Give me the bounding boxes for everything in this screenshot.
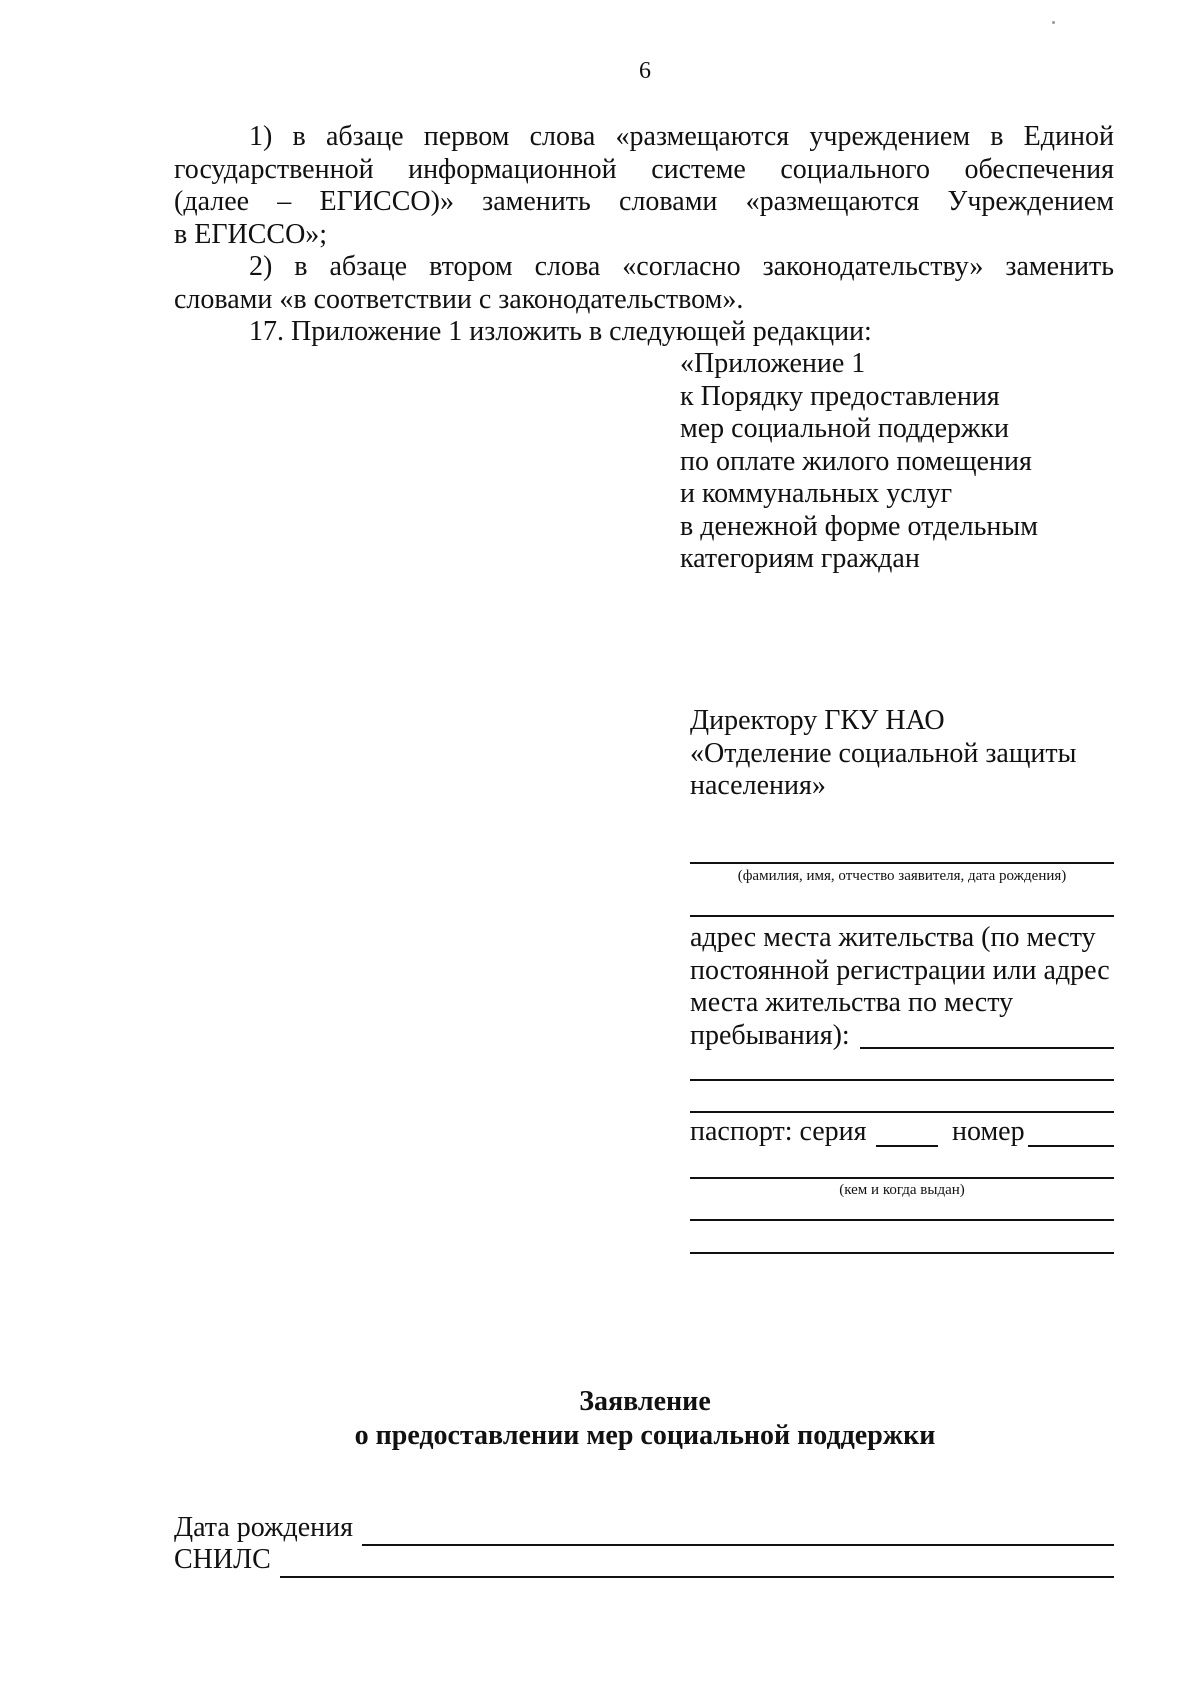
- appendix-header-line: к Порядку предоставления: [680, 380, 1000, 412]
- address-block: [690, 922, 1130, 1052]
- appendix-header-line: в денежной форме отдельным: [680, 510, 1038, 542]
- addressee-line: населения»: [690, 770, 826, 801]
- passport-series-field[interactable]: [876, 1145, 938, 1147]
- appendix-header-line: категориям граждан: [680, 543, 920, 574]
- paragraph-2-line: словами «в соответствии с законодательством».: [174, 283, 744, 315]
- appendix-header-line: «Приложение 1: [680, 348, 866, 379]
- paragraph-2: [174, 251, 1114, 316]
- appendix-header-line: мер социальной поддержки: [680, 413, 1009, 444]
- appendix-header-line: по оплате жилого помещения: [680, 445, 1032, 477]
- address-input-line[interactable]: [860, 1047, 1114, 1049]
- appendix-header-line: и коммунальных услуг: [680, 478, 953, 509]
- address-continuation-line[interactable]: [690, 1079, 1114, 1081]
- paragraph-3: 17. Приложение 1 изложить в следующей редакции:: [249, 316, 872, 347]
- passport-extra-line[interactable]: [690, 1219, 1114, 1221]
- passport-series-label: паспорт: серия: [690, 1116, 867, 1147]
- issued-caption: (кем и когда выдан): [839, 1182, 965, 1198]
- address-line: постоянной регистрации или адрес: [690, 954, 1110, 986]
- paragraph-1-line: в ЕГИССО»;: [174, 218, 328, 250]
- applicant-name-line[interactable]: [690, 862, 1114, 864]
- address-line: места жительства по месту: [690, 987, 1014, 1018]
- scan-speck: [1052, 21, 1055, 24]
- passport-extra-line[interactable]: [690, 1252, 1114, 1254]
- passport-issued-line[interactable]: [690, 1177, 1114, 1179]
- page-number: 6: [639, 58, 651, 84]
- addressee-line: Директору ГКУ НАО: [690, 705, 945, 736]
- addressee-line: «Отделение социальной защиты: [690, 737, 1077, 769]
- applicant-extra-line[interactable]: [690, 915, 1114, 917]
- fio-caption: (фамилия, имя, отчество заявителя, дата рождения): [737, 868, 1067, 884]
- paragraph-1-line: (далее – ЕГИССО)» заменить словами «размещаются Учреждением: [174, 186, 1114, 217]
- paragraph-1-line: государственной информационной системе социального обеспечения: [174, 153, 1114, 185]
- statement-subtitle: о предоставлении мер социальной поддержки: [354, 1420, 936, 1451]
- statement-title: Заявление: [579, 1386, 711, 1417]
- passport-number-label: номер: [952, 1116, 1025, 1147]
- birth-date-field[interactable]: [362, 1544, 1114, 1546]
- birth-date-label: Дата рождения: [174, 1512, 359, 1544]
- paragraph-1: [174, 121, 1114, 251]
- paragraph-1-line: 1) в абзаце первом слова «размещаются учреждением в Единой: [249, 121, 1114, 152]
- addressee-block: [690, 705, 1130, 803]
- snils-field[interactable]: [280, 1576, 1114, 1578]
- address-line: адрес места жительства (по месту: [690, 922, 1096, 953]
- passport-number-field[interactable]: [1028, 1145, 1114, 1147]
- appendix-header: [680, 348, 1120, 576]
- address-continuation-line[interactable]: [690, 1111, 1114, 1113]
- address-line: пребывания):: [690, 1019, 850, 1051]
- paragraph-2-line: 2) в абзаце втором слова «согласно законодательству» заменить: [249, 251, 1114, 282]
- snils-label: СНИЛС: [174, 1544, 277, 1576]
